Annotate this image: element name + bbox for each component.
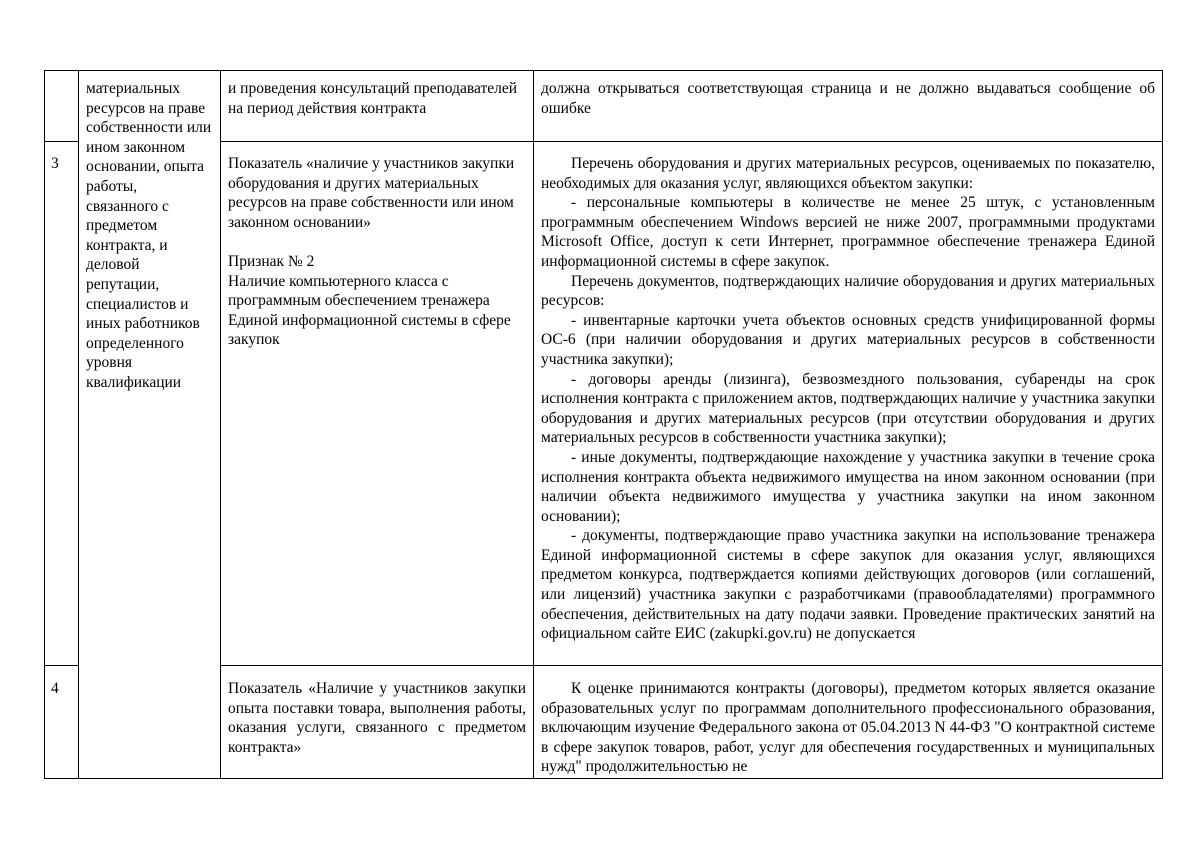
paragraph bbox=[228, 232, 526, 252]
details-paragraphs bbox=[541, 154, 1155, 662]
criteria-text: материальных ресурсов на праве собственности или ином законном основании, опыта работы, связанного с предметом контракта, и деловой репутации, специалистов и иных работников определенного уровня квалификации bbox=[86, 80, 212, 391]
details-cell-row-4 bbox=[534, 666, 1163, 779]
indicator-cell-row-3 bbox=[221, 142, 534, 666]
evaluation-criteria-table bbox=[44, 70, 1163, 779]
paragraph: - иные документы, подтверждающие нахождение у участника закупки в течение срока исполнения контракта объекта недвижимого имущества на ином законном основании (при наличии объекта недвижимого имущества у участника закупки на ином законном основании); bbox=[541, 448, 1155, 525]
row-number-cell bbox=[45, 666, 79, 779]
indicator-cell-row-4 bbox=[221, 666, 534, 779]
indicator-cell-continued bbox=[221, 71, 534, 142]
paragraph: - персональные компьютеры в количестве не менее 25 штук, с установленным программным обеспечением Windows версией не ниже 2007, программными продуктами Microsoft Office, доступ к сети Интернет, программное обеспечение тренажера Единой информационной системы в сфере закупок. bbox=[541, 194, 1155, 270]
details-paragraphs bbox=[541, 679, 1155, 776]
paragraph: Перечень оборудования и других материальных ресурсов, оцениваемых по показателю, необходимых для оказания услуг, являющихся объектом закупки: bbox=[541, 155, 1155, 192]
row-number bbox=[51, 79, 71, 139]
indicator-text-continued: и проведения консультаций преподавателей на период действия контракта bbox=[228, 80, 518, 117]
row-number-cell bbox=[45, 142, 79, 666]
row-number: 3 bbox=[51, 155, 59, 172]
criteria-merged-cell bbox=[79, 71, 221, 779]
table-row-continued bbox=[45, 71, 1163, 142]
details-cell-row-3 bbox=[534, 142, 1163, 666]
paragraph: Показатель «наличие у участников закупки оборудования и других материальных ресурсов на праве собственности или ином законном основании» bbox=[228, 155, 515, 231]
paragraph: Перечень документов, подтверждающих наличие оборудования и других материальных ресурсов: bbox=[541, 272, 1155, 310]
row-number-cell-empty bbox=[45, 71, 79, 142]
paragraph: - договоры аренды (лизинга), безвозмездного пользования, субаренды на срок исполнения контракта с приложением актов, подтверждающих наличие у участника закупки оборудования и других материальных ресурсов (при отсутствии оборудования и других материальных ресурсов в собственности участника закупки); bbox=[541, 370, 1155, 447]
paragraph: - документы, подтверждающие право участника закупки на использование тренажера Единой информационной системы в сфере закупок для оказания услуг, являющихся предметом конкурса, подтверждается копиями действующих договоров (или соглашений, или лицензий) участника закупки с разработчиками (правообладателями) программного обеспечения, действительных на дату подачи заявки. Проведение практических занятий на официальном сайте ЕИС (zakupki.gov.ru) не допускается bbox=[541, 527, 1155, 643]
paragraph: - инвентарные карточки учета объектов основных средств унифицированной формы ОС-6 (при наличии оборудования и других материальных ресурсов в собственности участника закупки); bbox=[541, 311, 1155, 368]
details-text-continued: должна открываться соответствующая страница и не должно выдаваться сообщение об ошибке bbox=[541, 80, 1155, 117]
paragraph: К оценке принимаются контракты (договоры), предметом которых является оказание образовательных услуг по программам дополнительного профессионального образования, включающим изучение Федерального закона от 05.04.2013 N 44-ФЗ "О контрактной системе в сфере закупок товаров, работ, услуг для обеспечения государственных и муниципальных нужд" продолжительностью не bbox=[541, 680, 1155, 776]
paragraph: Признак № 2 bbox=[228, 252, 315, 270]
row-number: 4 bbox=[51, 680, 59, 697]
paragraph: Показатель «Наличие у участников закупки опыта поставки товара, выполнения работы, оказания услуги, связанного с предметом контракта» bbox=[228, 680, 526, 756]
indicator-paragraphs bbox=[228, 154, 526, 662]
paragraph: Наличие компьютерного класса с программным обеспечением тренажера Единой информационной системы в сфере закупок bbox=[228, 272, 511, 349]
indicator-paragraphs bbox=[228, 679, 526, 776]
details-cell-continued bbox=[534, 71, 1163, 142]
